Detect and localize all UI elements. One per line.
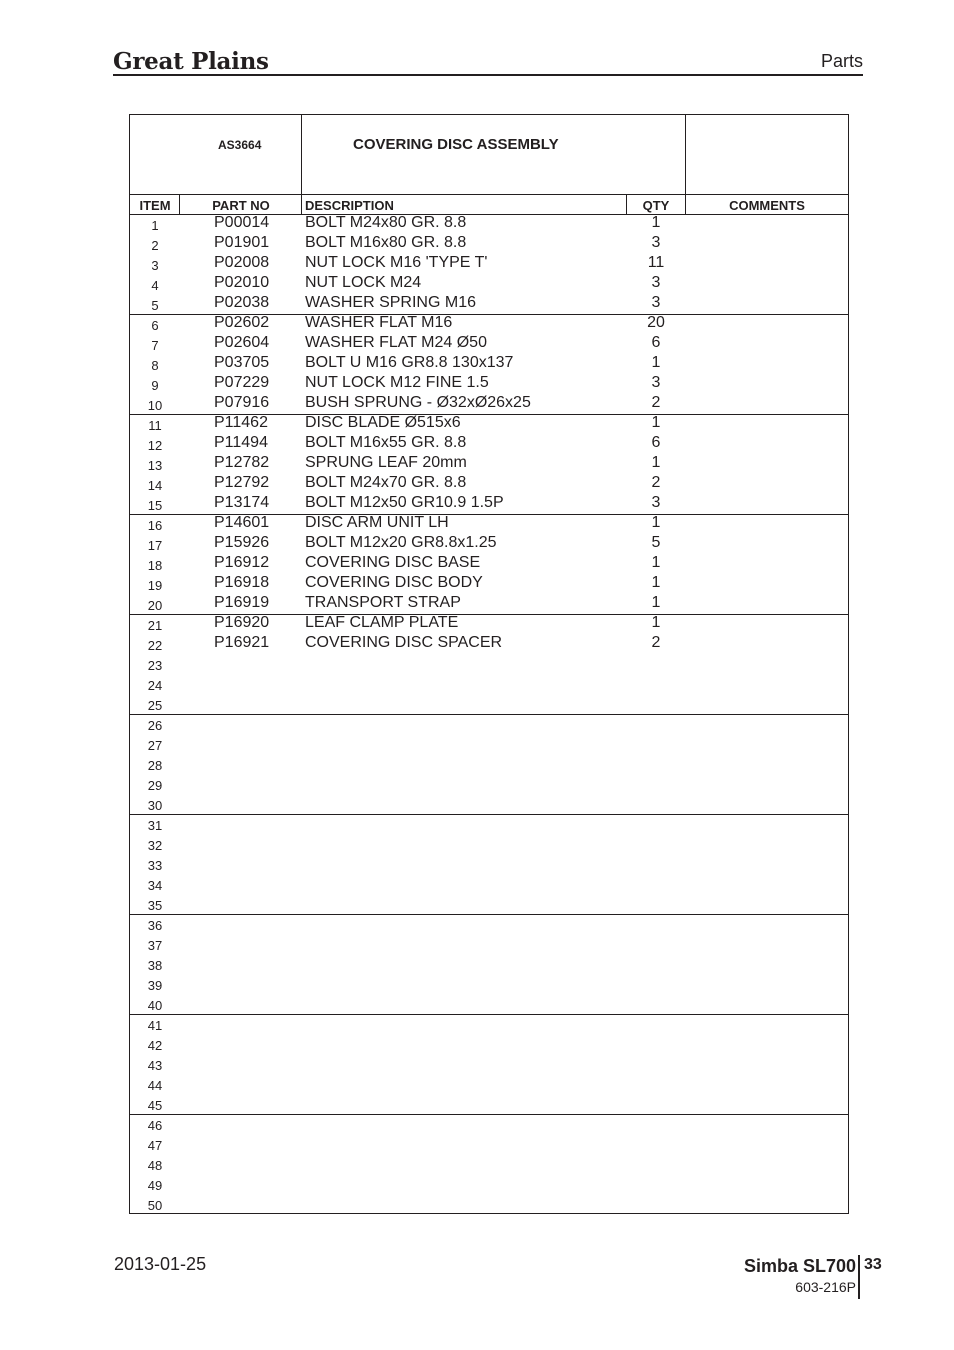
item-cell: 9 [151, 378, 159, 393]
item-cell: 24 [147, 678, 163, 693]
quantity-cell: 5 [651, 534, 661, 551]
item-cell: 1 [151, 218, 159, 233]
description-cell: BOLT M12x20 GR8.8x1.25 [305, 534, 497, 551]
item-cell: 7 [151, 338, 159, 353]
item-cell: 49 [147, 1178, 163, 1193]
table-row [130, 454, 848, 474]
description-cell: TRANSPORT STRAP [305, 594, 461, 611]
item-cell: 46 [147, 1118, 163, 1133]
item-cell: 8 [151, 358, 159, 373]
part-number-cell: P02010 [214, 274, 270, 291]
section-title: Parts [820, 51, 863, 71]
quantity-cell: 3 [651, 374, 661, 391]
table-row [130, 214, 848, 234]
quantity-cell: 3 [651, 274, 661, 291]
table-row [130, 1034, 848, 1054]
table-row [130, 974, 848, 994]
table-row [130, 294, 848, 314]
item-cell: 28 [147, 758, 163, 773]
part-number-cell: P14601 [214, 514, 270, 531]
item-cell: 34 [147, 878, 163, 893]
table-row [130, 314, 848, 334]
quantity-cell: 1 [651, 454, 661, 471]
table-row [130, 834, 848, 854]
quantity-cell: 3 [651, 294, 661, 311]
part-number-cell: P16912 [214, 554, 270, 571]
part-number-cell: P16920 [214, 614, 270, 631]
table-body [130, 214, 848, 1214]
quantity-cell: 3 [651, 234, 661, 251]
footer-model: Simba SL700 [743, 1256, 856, 1276]
table-row [130, 854, 848, 874]
item-cell: 44 [147, 1078, 163, 1093]
quantity-cell: 2 [651, 634, 661, 651]
table-row [130, 654, 848, 674]
item-cell: 11 [148, 418, 162, 433]
part-number-cell: P02038 [214, 294, 270, 311]
item-cell: 25 [147, 698, 163, 713]
description-cell: COVERING DISC BODY [305, 574, 483, 591]
table-row [130, 674, 848, 694]
quantity-cell: 2 [651, 474, 661, 491]
table-row [130, 1134, 848, 1154]
description-cell: COVERING DISC BASE [305, 554, 481, 571]
table-row [130, 1194, 848, 1214]
table-row [130, 1154, 848, 1174]
table-row [130, 994, 848, 1014]
quantity-cell: 20 [647, 314, 665, 331]
item-cell: 26 [147, 718, 163, 733]
item-cell: 2 [151, 238, 159, 253]
table-row [130, 1074, 848, 1094]
footer-divider [858, 1255, 860, 1299]
table-row [130, 1014, 848, 1034]
part-number-cell: P16919 [214, 594, 270, 611]
table-row [130, 414, 848, 434]
part-number-cell: P07229 [214, 374, 270, 391]
description-cell: DISC ARM UNIT LH [305, 514, 449, 531]
item-cell: 29 [147, 778, 163, 793]
item-cell: 31 [147, 818, 163, 833]
quantity-cell: 1 [651, 414, 661, 431]
table-row [130, 594, 848, 614]
item-cell: 10 [147, 398, 163, 413]
description-cell: WASHER SPRING M16 [305, 294, 476, 311]
quantity-cell: 1 [651, 354, 661, 371]
column-item: ITEM [139, 198, 171, 213]
description-cell: WASHER FLAT M16 [305, 314, 453, 331]
part-number-cell: P16918 [214, 574, 270, 591]
table-row [130, 1114, 848, 1134]
table-row [130, 774, 848, 794]
item-cell: 5 [151, 298, 159, 313]
item-cell: 13 [147, 458, 163, 473]
item-cell: 39 [147, 978, 163, 993]
item-cell: 32 [147, 838, 163, 853]
description-cell: BUSH SPRUNG - Ø32xØ26x25 [305, 394, 531, 411]
description-cell: NUT LOCK M12 FINE 1.5 [305, 374, 489, 391]
assembly-title-block [130, 115, 848, 195]
item-cell: 30 [147, 798, 163, 813]
table-row [130, 634, 848, 654]
description-cell: DISC BLADE Ø515x6 [305, 414, 461, 431]
quantity-cell: 1 [651, 214, 661, 231]
table-row [130, 934, 848, 954]
description-cell: BOLT M16x55 GR. 8.8 [305, 434, 467, 451]
part-number-cell: P07916 [214, 394, 270, 411]
part-number-cell: P02008 [214, 254, 270, 271]
description-cell: BOLT M24x70 GR. 8.8 [305, 474, 467, 491]
document-number: 603-216P [795, 1279, 856, 1295]
item-cell: 47 [147, 1138, 163, 1153]
part-number-cell: P16921 [214, 634, 270, 651]
description-cell: BOLT U M16 GR8.8 130x137 [305, 354, 514, 371]
description-cell: COVERING DISC SPACER [305, 634, 503, 651]
part-number-cell: P11462 [214, 414, 268, 431]
item-cell: 38 [147, 958, 163, 973]
table-row [130, 514, 848, 534]
part-number-cell: P12792 [214, 474, 270, 491]
quantity-cell: 2 [651, 394, 661, 411]
header-top-rule [130, 194, 848, 195]
item-cell: 27 [147, 738, 163, 753]
part-number-cell: P15926 [214, 534, 270, 551]
part-number-cell: P02602 [214, 314, 270, 331]
item-cell: 23 [147, 658, 163, 673]
item-cell: 45 [147, 1098, 163, 1113]
table-row [130, 714, 848, 734]
quantity-cell: 6 [651, 334, 661, 351]
item-cell: 33 [147, 858, 163, 873]
quantity-cell: 1 [651, 574, 661, 591]
table-row [130, 274, 848, 294]
part-number-cell: P01901 [214, 234, 270, 251]
description-cell: NUT LOCK M16 'TYPE T' [305, 254, 488, 271]
table-row [130, 434, 848, 454]
item-cell: 6 [151, 318, 159, 333]
description-cell: SPRUNG LEAF 20mm [305, 454, 467, 471]
table-row [130, 954, 848, 974]
table-row [130, 234, 848, 254]
description-cell: WASHER FLAT M24 Ø50 [305, 334, 487, 351]
table-row [130, 1174, 848, 1194]
table-row [130, 474, 848, 494]
item-cell: 42 [147, 1038, 163, 1053]
table-row [130, 534, 848, 554]
header-rule [113, 74, 863, 76]
description-cell: NUT LOCK M24 [305, 274, 422, 291]
item-cell: 40 [147, 998, 163, 1013]
table-row [130, 794, 848, 814]
column-part-no: PART NO [212, 198, 270, 213]
part-number-cell: P12782 [214, 454, 270, 471]
description-cell: LEAF CLAMP PLATE [305, 614, 459, 631]
table-row [130, 694, 848, 714]
brand-logo: Great Plains [113, 48, 269, 75]
column-qty: QTY [642, 198, 670, 213]
table-row [130, 254, 848, 274]
page-number: 33 [864, 1256, 882, 1273]
table-row [130, 914, 848, 934]
footer-date: 2013-01-25 [114, 1254, 207, 1274]
table-row [130, 814, 848, 834]
description-cell: BOLT M12x50 GR10.9 1.5P [305, 494, 504, 511]
table-row [130, 574, 848, 594]
table-row [130, 554, 848, 574]
table-row [130, 734, 848, 754]
item-cell: 36 [147, 918, 163, 933]
assembly-title: COVERING DISC ASSEMBLY [353, 136, 559, 153]
table-row [130, 494, 848, 514]
item-cell: 35 [147, 898, 163, 913]
part-number-cell: P11494 [214, 434, 268, 451]
column-comments: COMMENTS [729, 198, 805, 213]
part-number-cell: P00014 [214, 214, 270, 231]
item-cell: 43 [147, 1058, 163, 1073]
item-cell: 48 [147, 1158, 163, 1173]
quantity-cell: 1 [651, 594, 661, 611]
item-cell: 37 [147, 938, 163, 953]
item-cell: 14 [147, 478, 163, 493]
part-number-cell: P13174 [214, 494, 270, 511]
table-row [130, 1094, 848, 1114]
item-cell: 4 [151, 278, 159, 293]
item-cell: 50 [147, 1198, 163, 1213]
item-cell: 3 [151, 258, 159, 273]
table-row [130, 354, 848, 374]
table-row [130, 874, 848, 894]
part-number-cell: P02604 [214, 334, 270, 351]
item-cell: 21 [147, 618, 163, 633]
item-cell: 16 [147, 518, 163, 533]
table-row [130, 394, 848, 414]
item-cell: 18 [147, 558, 163, 573]
item-cell: 15 [147, 498, 163, 513]
table-row [130, 374, 848, 394]
quantity-cell: 6 [651, 434, 661, 451]
item-cell: 19 [147, 578, 163, 593]
item-cell: 22 [147, 638, 163, 653]
quantity-cell: 11 [647, 254, 665, 271]
table-row [130, 894, 848, 914]
quantity-cell: 1 [651, 514, 661, 531]
table-row [130, 614, 848, 634]
item-cell: 20 [147, 598, 163, 613]
table-row [130, 334, 848, 354]
item-cell: 12 [147, 438, 163, 453]
table-row [130, 754, 848, 774]
column-description: DESCRIPTION [305, 198, 394, 213]
quantity-cell: 3 [651, 494, 661, 511]
description-cell: BOLT M24x80 GR. 8.8 [305, 214, 467, 231]
table-row [130, 1054, 848, 1074]
assembly-code: AS3664 [218, 138, 262, 152]
description-cell: BOLT M16x80 GR. 8.8 [305, 234, 467, 251]
part-number-cell: P03705 [214, 354, 270, 371]
item-cell: 17 [147, 538, 163, 553]
item-cell: 41 [147, 1018, 163, 1033]
quantity-cell: 1 [651, 554, 661, 571]
quantity-cell: 1 [651, 614, 661, 631]
parts-table [129, 114, 849, 1214]
